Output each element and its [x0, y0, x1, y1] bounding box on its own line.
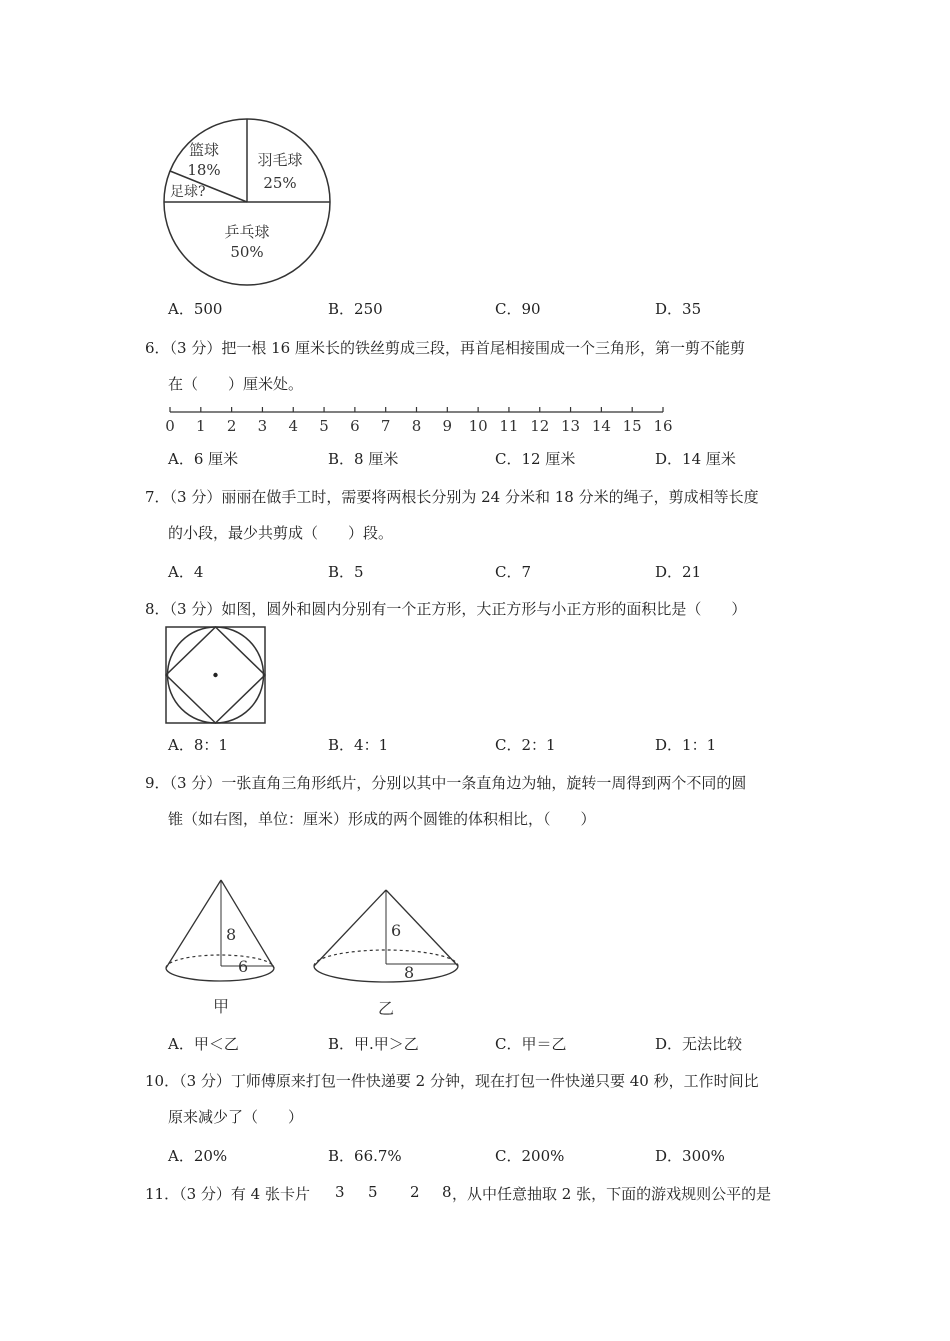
q5-option-c[interactable]: C．90 — [495, 300, 541, 318]
pie-value-badminton: 25% — [263, 174, 297, 192]
q9-text-line2: 锥（如右图，单位：厘米）形成的两个圆锥的体积相比，（ ） — [168, 810, 596, 828]
cone-jia-radius: 6 — [238, 957, 249, 976]
q11-text-end: ，从中任意抽取 2 张，下面的游戏规则公平的是 — [452, 1185, 772, 1203]
q6-text-line1: 6．（3 分）把一根 16 厘米长的铁丝剪成三段，再首尾相接围成一个三角形，第一剪不能剪 — [145, 339, 745, 357]
q5-option-d[interactable]: D．35 — [655, 300, 702, 318]
pie-label-badminton: 羽毛球 — [257, 151, 303, 169]
ruler-label: 7 — [380, 417, 391, 435]
center-dot — [213, 673, 217, 677]
q9-option-a[interactable]: A．甲＜乙 — [168, 1035, 239, 1053]
cone-jia-label: 甲 — [212, 997, 230, 1016]
q10-option-b[interactable]: B．66.7% — [328, 1147, 402, 1165]
ruler-label: 9 — [442, 417, 453, 435]
q9-option-c[interactable]: C．甲＝乙 — [495, 1035, 567, 1053]
q8-text-line1: 8．（3 分）如图，圆外和圆内分别有一个正方形，大正方形与小正方形的面积比是（ ） — [145, 600, 747, 618]
ruler-label: 16 — [653, 417, 673, 435]
q10-option-a[interactable]: A．20% — [168, 1147, 228, 1165]
ruler-label: 1 — [196, 417, 206, 435]
ruler-label: 6 — [350, 417, 360, 435]
q10-option-c[interactable]: C．200% — [495, 1147, 565, 1165]
pie-label-football: 足球? — [170, 184, 206, 200]
cone-yi-height: 6 — [391, 921, 402, 940]
q8-option-a[interactable]: A．8：1 — [168, 736, 228, 754]
q6-ruler — [160, 402, 685, 438]
ruler-label: 14 — [591, 417, 611, 435]
q6-text-line2: 在（ ）厘米处。 — [168, 375, 304, 393]
q11-text-start: 11．（3 分）有 4 张卡片 — [145, 1185, 310, 1203]
q9-option-d[interactable]: D．无法比较 — [655, 1035, 743, 1053]
q6-option-b[interactable]: B．8 厘米 — [328, 450, 399, 468]
cone-yi — [314, 890, 458, 1018]
ruler-label: 4 — [288, 417, 299, 435]
q5-option-b[interactable]: B．250 — [328, 300, 383, 318]
cone-jia — [166, 880, 274, 1016]
ruler-label: 15 — [622, 417, 642, 435]
q11-card: 5 — [368, 1183, 378, 1201]
q7-option-a[interactable]: A．4 — [168, 563, 204, 581]
q7-text-line2: 的小段，最少共剪成（ ）段。 — [168, 524, 394, 542]
q11-card: 2 — [410, 1183, 420, 1201]
q7-option-c[interactable]: C．7 — [495, 563, 532, 581]
sport-pie-chart — [160, 115, 340, 295]
q8-option-d[interactable]: D．1：1 — [655, 736, 717, 754]
q8-option-b[interactable]: B．4：1 — [328, 736, 389, 754]
q8-square-circle-figure — [163, 624, 269, 726]
q9-text-line1: 9．（3 分）一张直角三角形纸片，分别以其中一条直角边为轴，旋转一周得到两个不同的圆 — [145, 774, 747, 792]
q9-option-b[interactable]: B．甲.甲＞乙 — [328, 1035, 419, 1053]
q11-card: 8 — [442, 1183, 452, 1201]
q11-card: 3 — [335, 1183, 345, 1201]
ruler-label: 11 — [499, 417, 519, 435]
ruler-label: 5 — [319, 417, 329, 435]
q10-text-line2: 原来减少了（ ） — [168, 1108, 304, 1126]
q5-option-a[interactable]: A．500 — [168, 300, 223, 318]
ruler-label: 10 — [468, 417, 488, 435]
q10-text-line1: 10．（3 分）丁师傅原来打包一件快递要 2 分钟，现在打包一件快递只要 40 秒，工作时间比 — [145, 1072, 759, 1090]
ruler-label: 3 — [257, 417, 268, 435]
q6-option-d[interactable]: D．14 厘米 — [655, 450, 736, 468]
q8-option-c[interactable]: C．2：1 — [495, 736, 556, 754]
pie-label-pingpong: 乒乓球 — [224, 223, 270, 241]
ruler-label: 0 — [165, 417, 175, 435]
q7-option-b[interactable]: B．5 — [328, 563, 364, 581]
q10-option-d[interactable]: D．300% — [655, 1147, 725, 1165]
pie-value-basketball: 18% — [187, 161, 221, 179]
q7-text-line1: 7．（3 分）丽丽在做手工时，需要将两根长分别为 24 分米和 18 分米的绳子，剪成相等长度 — [145, 488, 759, 506]
ruler-label: 2 — [226, 417, 237, 435]
cone-yi-label: 乙 — [377, 999, 395, 1018]
cone-yi-radius: 8 — [404, 963, 415, 982]
cone-jia-height: 8 — [226, 925, 237, 944]
q6-option-c[interactable]: C．12 厘米 — [495, 450, 576, 468]
ruler-label: 13 — [561, 417, 581, 435]
ruler-label: 12 — [530, 417, 550, 435]
pie-label-basketball: 篮球 — [188, 141, 220, 159]
q6-option-a[interactable]: A．6 厘米 — [168, 450, 239, 468]
q9-cones-figure — [160, 872, 470, 1022]
pie-value-pingpong: 50% — [230, 243, 264, 261]
ruler-label: 8 — [411, 417, 422, 435]
q7-option-d[interactable]: D．21 — [655, 563, 702, 581]
